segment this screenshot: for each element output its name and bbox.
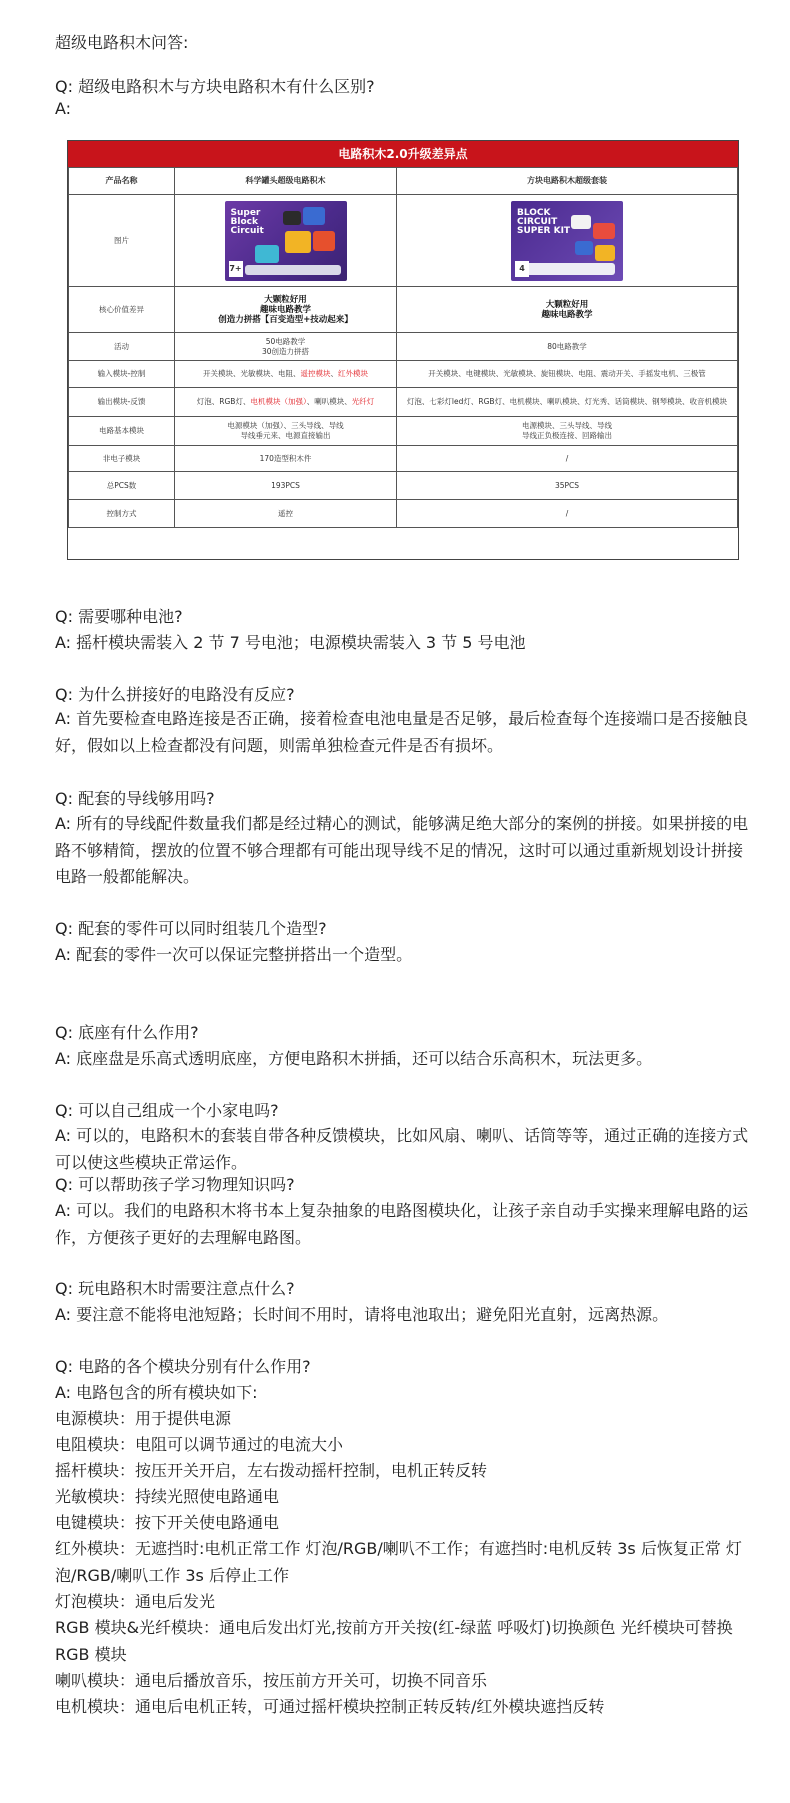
row-label: 活动 [69,333,175,361]
basic-line: 电源模块（加强）、三头导线、导线 [227,421,344,430]
page-title: 超级电路积木问答: [55,33,189,52]
question: Q: 底座有什么作用? [55,1023,199,1042]
core-value-line: 趣味电路教学 [541,309,593,320]
answer: A: 配套的零件一次可以保证完整拼搭出一个造型。 [55,945,413,964]
module-item: 电键模块：按下开关使电路通电 [55,1513,280,1532]
module-item: 电机模块：通电后电机正转，可通过摇杆模块控制正转反转/红外模块遮挡反转 [55,1697,605,1716]
activity-2: 80电路教学 [397,333,738,361]
control-method-1: 遥控 [175,500,397,528]
answer: A: 所有的导线配件数量我们都是经过精心的测试，能够满足绝大部分的案例的拼接。如果拼接的电路不够精简，摆放的位置不够合理都有可能出现导线不足的情况，这时可以通过重新规划设计拼接电路一般都能解决。 [55,814,749,886]
total-pcs-1: 193PCS [175,472,397,500]
row-label: 输入模块-控制 [69,361,175,388]
answer: A: 首先要检查电路连接是否正确，接着检查电池电量是否足够，最后检查每个连接端口是否接触良好，假如以上检查都没有问题，则需单独检查元件是否有损坏。 [55,709,749,755]
output-modules-1: 灯泡、RGB灯、电机模块（加强）、喇叭模块、光纤灯 [175,388,397,417]
non-electronic-1: 170造型积木件 [175,446,397,472]
row-label: 输出模块-反馈 [69,388,175,417]
core-value-line: 大颗粒好用 [545,299,589,310]
answer: A: 要注意不能将电池短路；长时间不用时，请将电池取出；避免阳光直射，远离热源。 [55,1305,669,1324]
total-pcs-2: 35PCS [397,472,738,500]
table-row [69,287,738,333]
module-item: 摇杆模块：按压开关开启，左右拨动摇杆控制，电机正转反转 [55,1461,488,1480]
input-modules-1: 开关模块、光敏模块、电阻、遥控模块、红外模块 [175,361,397,388]
answer-1-label: A: [55,99,72,118]
question-1: Q: 超级电路积木与方块电路积木有什么区别? [55,77,375,96]
table-header-row [69,168,738,195]
comparison-table [67,140,739,560]
table-row [69,195,738,287]
product-box-block-circuit-super-kit [511,201,623,281]
age-badge: 4 [515,261,529,277]
row-label: 核心价值差异 [69,287,175,333]
basic-line: 电源模块、三头导线、导线 [522,421,612,430]
answer: A: 可以的，电路积木的套装自带各种反馈模块，比如风扇、喇叭、话筒等等，通过正确的连接方式可以使这些模块正常运作。 [55,1126,749,1172]
header-product-1: 科学罐头超级电路积木 [175,168,397,195]
row-label: 图片 [69,195,175,287]
module-item: RGB 模块&光纤模块：通电后发出灯光,按前方开关按(红-绿蓝 呼吸灯)切换颜色 光纤模块可替换 RGB 模块 [55,1618,733,1664]
basic-line: 导线垂元来、电源直接输出 [240,431,331,440]
module-item: 喇叭模块：通电后播放音乐，按压前方开关可，切换不同音乐 [55,1671,488,1690]
input-modules-2: 开关模块、电键模块、光敏模块、旋钮模块、电阻、震动开关、手摇发电机、三极管 [397,361,738,388]
control-method-2: / [397,500,738,528]
row-label: 控制方式 [69,500,175,528]
activity-line: 50电路教学 [265,336,306,346]
output-modules-2: 灯泡、七彩灯led灯、RGB灯、电机模块、喇叭模块、灯光秀、话筒模块、钢琴模块、收音机模块 [397,388,738,417]
basic-line: 导线正负极连接、回路输出 [522,431,612,440]
table-row [69,388,738,417]
row-label: 总PCS数 [69,472,175,500]
table-row [69,333,738,361]
core-value-1 [175,287,397,333]
answer: A: 可以。我们的电路积木将书本上复杂抽象的电路图模块化，让孩子亲自动手实操来理解电路的运作，方便孩子更好的去理解电路图。 [55,1201,749,1247]
answer: A: 电路包含的所有模块如下: [55,1383,258,1402]
question: Q: 可以帮助孩子学习物理知识吗? [55,1175,295,1194]
basic-modules-2 [397,417,738,446]
table-row [69,361,738,388]
box1-title: Super Block Circuit [230,207,264,236]
question: Q: 配套的零件可以同时组装几个造型? [55,919,327,938]
module-item: 电阻模块：电阻可以调节通过的电流大小 [55,1435,344,1454]
question: Q: 为什么拼接好的电路没有反应? [55,685,295,704]
product-box-super-block-circuit [225,201,347,281]
module-item: 电源模块：用于提供电源 [55,1409,232,1428]
non-electronic-2: / [397,446,738,472]
question: Q: 可以自己组成一个小家电吗? [55,1101,279,1120]
table-grid [68,167,738,528]
age-badge: 7+ [229,261,243,277]
table-row [69,446,738,472]
box2-title: BLOCK CIRCUIT SUPER KIT [517,207,571,236]
table-row [69,417,738,446]
table-title: 电路积木2.0升级差异点 [68,141,738,167]
activity-1 [175,333,397,361]
answer: A: 底座盘是乐高式透明底座，方便电路积木拼插，还可以结合乐高积木，玩法更多。 [55,1049,653,1068]
activity-line: 30创造力拼搭 [261,346,310,356]
core-value-line: 趣味电路教学 [259,304,311,315]
product-2-image-cell [397,195,738,287]
question: Q: 配套的导线够用吗? [55,789,215,808]
table-row [69,500,738,528]
header-product-2: 方块电路积木超级套装 [397,168,738,195]
product-1-image-cell [175,195,397,287]
header-product-name: 产品名称 [69,168,175,195]
basic-modules-1 [175,417,397,446]
row-label: 电路基本模块 [69,417,175,446]
core-value-line: 创造力拼搭【百变造型+技动起来】 [218,314,353,325]
module-item: 灯泡模块：通电后发光 [55,1592,216,1611]
module-item: 光敏模块：持续光照使电路通电 [55,1487,280,1506]
table-row [69,472,738,500]
core-value-line: 大颗粒好用 [264,294,307,305]
core-value-2 [397,287,738,333]
answer: A: 摇杆模块需装入 2 节 7 号电池；电源模块需装入 3 节 5 号电池 [55,633,526,652]
module-item: 红外模块：无遮挡时:电机正常工作 灯泡/RGB/喇叭不工作；有遮挡时:电机反转 3s 后恢复正常 灯泡/RGB/喇叭工作 3s 后停止工作 [55,1539,742,1585]
question: Q: 需要哪种电池? [55,607,183,626]
question: Q: 玩电路积木时需要注意点什么? [55,1279,295,1298]
question: Q: 电路的各个模块分别有什么作用? [55,1357,311,1376]
row-label: 非电子模块 [69,446,175,472]
